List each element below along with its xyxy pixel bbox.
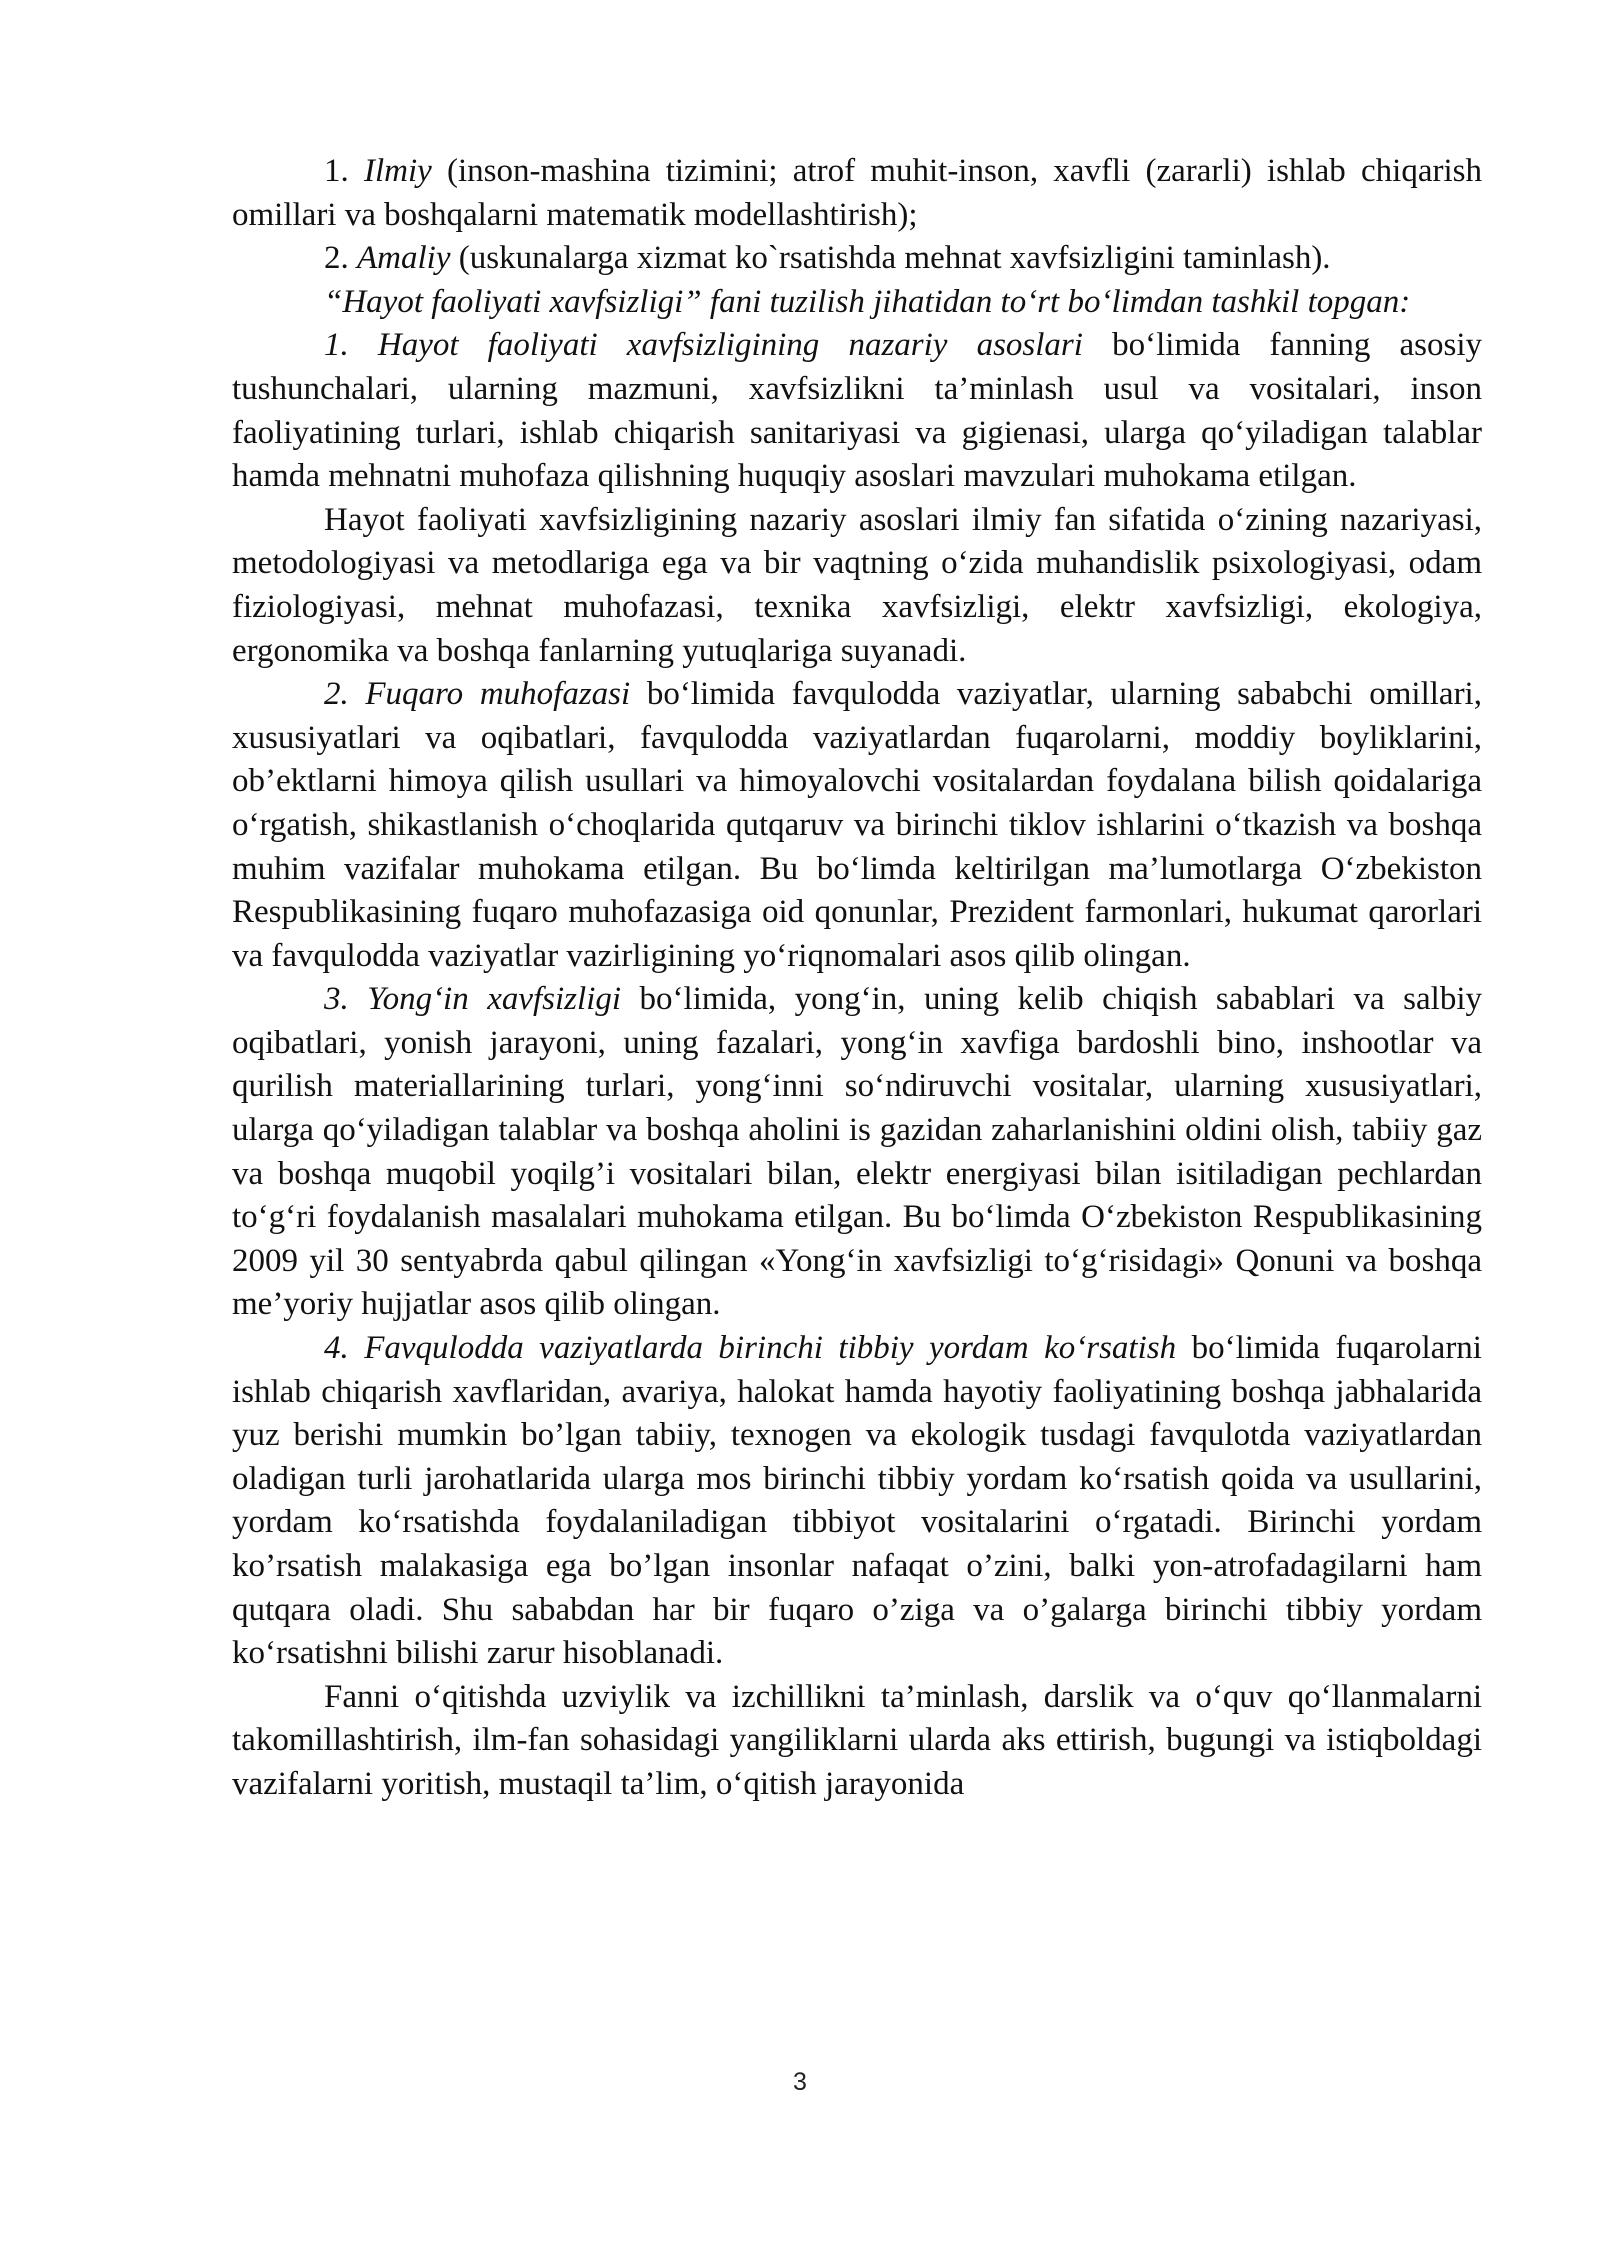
paragraph-8 bbox=[232, 1327, 1482, 1676]
paragraph-9 bbox=[232, 1676, 1482, 1807]
paragraph-4-term: 1. Hayot faoliyati xavfsizligining nazariy asoslari bbox=[324, 327, 1083, 364]
paragraph-8-text: bo‘limida fuqarolarni ishlab chiqarish xavflaridan, avariya, halokat hamda hayotiy faoliyatining boshqa jabhalarida yuz berishi mumkin bo’lgan tabiiy, texnogen va ekologik tusdagi favqulotda vaziyatlardan oladigan turli jarohatlarida ularga mos birinchi tibbiy yordam ko‘rsatish qoida va usullarini, yordam ko‘rsatishda foydalaniladigan tibbiyot vositalarini o‘rgatadi. Birinchi yordam ko’rsatish malakasiga ega bo’lgan insonlar nafaqat o’zini, balki yon-atrofadagilarni ham qutqara oladi. Shu sababdan har bir fuqaro o’ziga va o’galarga birinchi tibbiy yordam ko‘rsatishni bilishi zarur hisoblanadi. bbox=[232, 1330, 1482, 1672]
paragraph-6 bbox=[232, 673, 1482, 978]
paragraph-2 bbox=[232, 237, 1482, 281]
paragraph-1-text: (inson-mashina tizimini; atrof muhit-inson, xavfli (zararli) ishlab chiqarish omillari va boshqalarni matematik modellashtirish); bbox=[232, 153, 1482, 233]
paragraph-5 bbox=[232, 499, 1482, 673]
paragraph-3-heading: “Hayot faoliyati xavfsizligi” fani tuzilish jihatidan to‘rt bo‘limdan tashkil topgan: bbox=[324, 283, 1411, 320]
paragraph-7 bbox=[232, 978, 1482, 1327]
document-body bbox=[232, 150, 1482, 1807]
paragraph-1-term: Ilmiy bbox=[363, 153, 432, 189]
paragraph-9-text: Fanni o‘qitishda uzviylik va izchillikni ta’minlash, darslik va o‘quv qo‘llanmalarni takomillashtirish, ilm-fan sohasidagi yangiliklarni ularda aks ettirish, bugungi va istiqboldagi vazifalarni yoritish, mustaqil ta’lim, o‘qitish jarayonida bbox=[232, 1678, 1482, 1802]
paragraph-8-term: 4. Favqulodda vaziyatlarda birinchi tibbiy yordam ko‘rsatish bbox=[324, 1330, 1177, 1367]
paragraph-4 bbox=[232, 324, 1482, 498]
paragraph-2-term: Amaliy bbox=[357, 240, 451, 277]
paragraph-1-lead: 1. bbox=[324, 153, 364, 189]
page-number: 3 bbox=[793, 2068, 807, 2096]
paragraph-3 bbox=[232, 281, 1482, 325]
paragraph-7-term: 3. Yong‘in xavfsizligi bbox=[324, 981, 622, 1018]
paragraph-4-text: bo‘limida fanning asosiy tushunchalari, ularning mazmuni, xavfsizlikni ta’minlash usul va vositalari, inson faoliyatining turlari, ishlab chiqarish sanitariyasi va gigienasi, ularga qo‘yiladigan talablar hamda mehnatni muhofaza qilishning huquqiy asoslari mavzulari muhokama etilgan. bbox=[232, 327, 1482, 495]
paragraph-7-text: bo‘limida, yong‘in, uning kelib chiqish sabablari va salbiy oqibatlari, yonish jarayoni, uning fazalari, yong‘in xavfiga bardoshli bino, inshootlar va qurilish materiallarining turlari, yong‘inni so‘ndiruvchi vositalar, ularning xususiyatlari, ularga qo‘yiladigan talablar va boshqa aholini is gazidan zaharlanishini oldini olish, tabiiy gaz va boshqa muqobil yoqilg’i vositalari bilan, elektr energiyasi bilan isitiladigan pechlardan to‘g‘ri foydalanish masalalari muhokama etilgan. Bu bo‘limda O‘zbekiston Respublikasining 2009 yil 30 sentyabrda qabul qilingan «Yong‘in xavfsizligi to‘g‘risidagi» Qonuni va boshqa me’yoriy hujjatlar asos qilib olingan. bbox=[232, 981, 1483, 1323]
paragraph-1 bbox=[232, 150, 1482, 237]
paragraph-5-text: Hayot faoliyati xavfsizligining nazariy asoslari ilmiy fan sifatida o‘zining nazariyasi, metodologiyasi va metodlariga ega va bir vaqtning o‘zida muhandislik psixologiyasi, odam fiziologiyasi, mehnat muhofazasi, texnika xavfsizligi, elektr xavfsizligi, ekologiya, ergonomika va boshqa fanlarning yutuqlariga suyanadi. bbox=[232, 501, 1482, 669]
paragraph-2-lead: 2. bbox=[324, 240, 357, 277]
paragraph-2-text: (uskunalarga xizmat ko`rsatishda mehnat xavfsizligini taminlash). bbox=[450, 240, 1331, 277]
paragraph-6-term: 2. Fuqaro muhofazasi bbox=[324, 676, 631, 713]
paragraph-6-text: bo‘limida favqulodda vaziyatlar, ularning sababchi omillari, xususiyatlari va oqibatlari, favqulodda vaziyatlardan fuqarolarni, moddiy boyliklarini, ob’ektlarni himoya qilish usullari va himoyalovchi vositalardan foydalana bilish qoidalariga o‘rgatish, shikastlanish o‘choqlarida qutqaruv va birinchi tiklov ishlarini o‘tkazish va boshqa muhim vazifalar muhokama etilgan. Bu bo‘limda keltirilgan ma’lumotlarga O‘zbekiston Respublikasining fuqaro muhofazasiga oid qonunlar, Prezident farmonlari, hukumat qarorlari va favqulodda vaziyatlar vazirligining yo‘riqnomalari asos qilib olingan. bbox=[232, 676, 1482, 974]
